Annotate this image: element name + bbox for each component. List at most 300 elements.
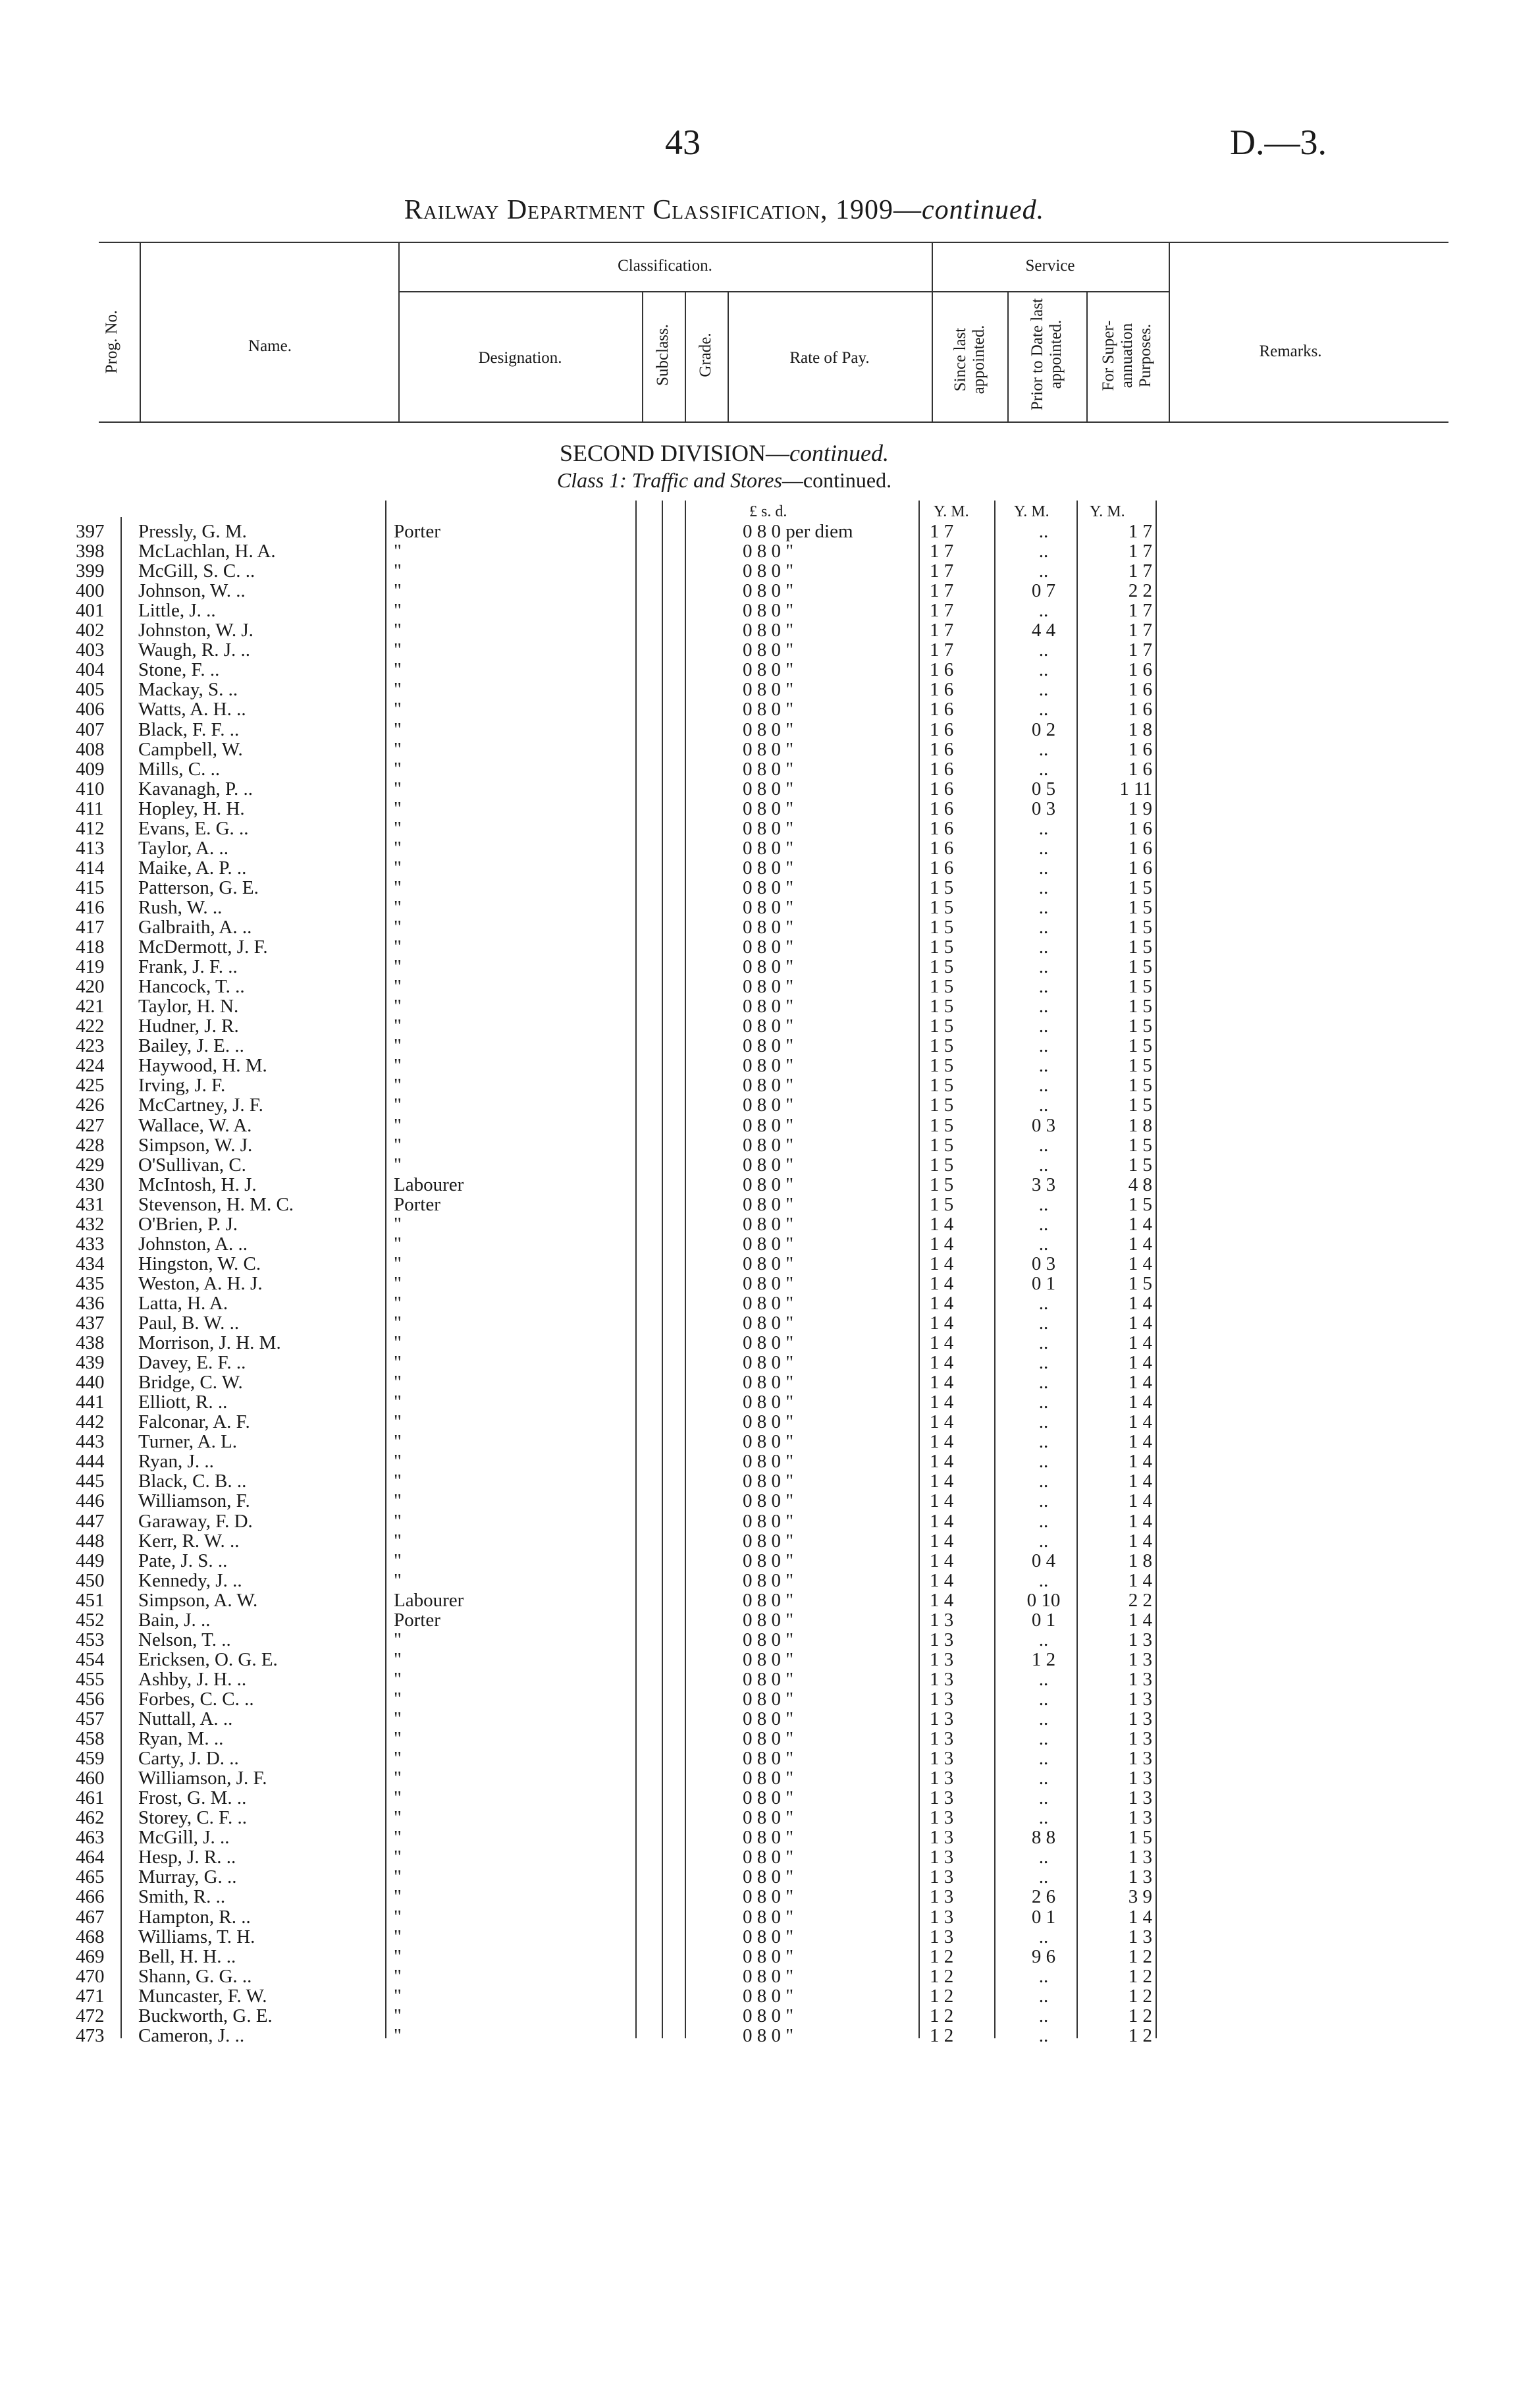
superannuation-cell: 1 5 (1128, 1193, 1152, 1215)
superannuation-cell: 1 9 (1128, 798, 1152, 819)
name-cell: Davey, E. F. .. (138, 1352, 246, 1374)
name-cell: Stevenson, H. M. C. (138, 1193, 294, 1215)
rate-of-pay-cell: 0 8 0 " (743, 1768, 794, 1789)
superannuation-cell: 1 6 (1128, 738, 1152, 760)
table-row (0, 1095, 1448, 1115)
rate-of-pay-cell: 0 8 0 " (743, 1589, 794, 1611)
rate-of-pay-cell: 0 8 0 " (743, 1134, 794, 1156)
designation-cell: " (394, 956, 402, 978)
name-cell: Cameron, J. .. (138, 2024, 245, 2046)
service-prior-cell: .. (1038, 917, 1049, 938)
name-cell: Hudner, J. R. (138, 1016, 239, 1037)
service-prior-cell: .. (1038, 1055, 1049, 1077)
superannuation-cell: 1 7 (1128, 560, 1152, 582)
name-cell: Stone, F. .. (138, 659, 220, 681)
table-row (0, 1689, 1448, 1709)
name-cell: Maike, A. P. .. (138, 857, 247, 879)
service-prior-cell: 0 10 (1026, 1589, 1061, 1611)
superannuation-cell: 1 4 (1128, 1411, 1152, 1433)
table-row (0, 541, 1448, 561)
prog-no-cell: 466 (76, 1886, 105, 1908)
name-cell: Mills, C. .. (138, 758, 221, 780)
service-prior-cell: .. (1038, 1193, 1049, 1215)
name-cell: Pressly, G. M. (138, 521, 247, 542)
service-prior-cell: .. (1038, 1510, 1049, 1532)
name-cell: Hesp, J. R. .. (138, 1847, 236, 1868)
rate-of-pay-cell: 0 8 0 " (743, 1728, 794, 1750)
designation-cell: " (394, 857, 402, 879)
service-since-cell: 1 4 (930, 1530, 954, 1552)
table-row (0, 779, 1448, 799)
prog-no-cell: 459 (76, 1748, 105, 1770)
service-prior-cell: .. (1038, 1768, 1049, 1789)
designation-cell: " (394, 1510, 402, 1532)
service-since-cell: 1 3 (930, 1728, 954, 1750)
superannuation-cell: 1 3 (1128, 1866, 1152, 1888)
prog-no-cell: 438 (76, 1332, 105, 1354)
prog-no-cell: 467 (76, 1906, 105, 1928)
service-since-cell: 1 5 (930, 976, 954, 998)
service-prior-cell: .. (1038, 1748, 1049, 1770)
table-row (0, 1927, 1448, 1947)
name-cell: Pate, J. S. .. (138, 1550, 228, 1571)
rate-of-pay-cell: 0 8 0 " (743, 1193, 794, 1215)
superannuation-cell: 1 6 (1128, 758, 1152, 780)
rate-of-pay-cell: 0 8 0 per diem (743, 521, 853, 542)
rate-of-pay-cell: 0 8 0 " (743, 798, 794, 819)
prog-no-cell: 446 (76, 1490, 105, 1512)
name-cell: Ryan, J. .. (138, 1451, 214, 1473)
name-cell: Black, C. B. .. (138, 1471, 247, 1492)
superannuation-cell: 1 2 (1128, 1945, 1152, 1967)
service-prior-cell: 0 5 (1031, 778, 1056, 800)
service-since-cell: 1 4 (930, 1332, 954, 1354)
service-since-cell: 1 4 (930, 1569, 954, 1591)
superannuation-cell: 1 5 (1128, 896, 1152, 918)
table-row (0, 601, 1448, 620)
superannuation-cell: 1 4 (1128, 1332, 1152, 1354)
rate-of-pay-cell: 0 8 0 " (743, 896, 794, 918)
table-row (0, 1907, 1448, 1927)
prog-no-cell: 413 (76, 837, 105, 859)
service-since-cell: 1 4 (930, 1313, 954, 1334)
service-since-cell: 1 4 (930, 1451, 954, 1473)
rate-of-pay-cell: 0 8 0 " (743, 580, 794, 602)
table-row (0, 1610, 1448, 1630)
superannuation-cell: 1 5 (1128, 1035, 1152, 1057)
rate-of-pay-cell: 0 8 0 " (743, 877, 794, 898)
prog-no-cell: 408 (76, 738, 105, 760)
rate-of-pay-cell: 0 8 0 " (743, 1075, 794, 1097)
service-since-cell: 1 2 (930, 2024, 954, 2046)
service-since-cell: 1 2 (930, 1945, 954, 1967)
prog-no-cell: 468 (76, 1926, 105, 1947)
service-prior-cell: .. (1038, 1985, 1049, 2007)
table-row (0, 1867, 1448, 1887)
service-prior-cell: .. (1038, 1332, 1049, 1354)
header-subclass: Subclass. (654, 324, 672, 386)
rate-of-pay-cell: 0 8 0 " (743, 2024, 794, 2046)
table-row (0, 858, 1448, 878)
prog-no-cell: 439 (76, 1352, 105, 1374)
service-since-cell: 1 5 (930, 1193, 954, 1215)
class-continued: —continued. (782, 468, 892, 492)
prog-no-cell: 437 (76, 1313, 105, 1334)
rate-of-pay-cell: 0 8 0 " (743, 817, 794, 839)
rate-of-pay-cell: 0 8 0 " (743, 719, 794, 740)
prog-no-cell: 427 (76, 1114, 105, 1136)
name-cell: Hancock, T. .. (138, 976, 245, 998)
prog-no-cell: 428 (76, 1134, 105, 1156)
rate-of-pay-cell: 0 8 0 " (743, 1629, 794, 1650)
service-since-cell: 1 3 (930, 1609, 954, 1631)
name-cell: McGill, J. .. (138, 1827, 230, 1849)
service-prior-cell: .. (1038, 837, 1049, 859)
name-cell: Muncaster, F. W. (138, 1985, 267, 2007)
service-since-cell: 1 5 (930, 1134, 954, 1156)
prog-no-cell: 400 (76, 580, 105, 602)
designation-cell: " (394, 1985, 402, 2007)
rate-of-pay-cell: 0 8 0 " (743, 1648, 794, 1670)
designation-cell: " (394, 600, 402, 622)
prog-no-cell: 422 (76, 1016, 105, 1037)
table-row (0, 1333, 1448, 1353)
service-since-cell: 1 6 (930, 679, 954, 701)
prog-no-cell: 458 (76, 1728, 105, 1750)
name-cell: Evans, E. G. .. (138, 817, 249, 839)
rate-of-pay-cell: 0 8 0 " (743, 917, 794, 938)
service-prior-cell: .. (1038, 857, 1049, 879)
table-row (0, 1392, 1448, 1412)
service-prior-cell: .. (1038, 1213, 1049, 1235)
superannuation-cell: 1 8 (1128, 1114, 1152, 1136)
prog-no-cell: 455 (76, 1668, 105, 1690)
designation-cell: " (394, 1016, 402, 1037)
table-row (0, 2026, 1448, 2046)
designation-cell: " (394, 639, 402, 661)
prog-no-cell: 404 (76, 659, 105, 681)
superannuation-cell: 1 3 (1128, 1768, 1152, 1789)
table-row (0, 1116, 1448, 1135)
prog-no-cell: 403 (76, 639, 105, 661)
service-prior-cell: 0 3 (1031, 1114, 1056, 1136)
service-prior-cell: .. (1038, 738, 1049, 760)
designation-cell: " (394, 936, 402, 958)
designation-cell: " (394, 837, 402, 859)
table-row (0, 1887, 1448, 1907)
rate-of-pay-cell: 0 8 0 " (743, 1985, 794, 2007)
rate-of-pay-cell: 0 8 0 " (743, 1055, 794, 1077)
name-cell: Kennedy, J. .. (138, 1569, 242, 1591)
name-cell: O'Brien, P. J. (138, 1213, 238, 1235)
service-since-cell: 1 5 (930, 1095, 954, 1116)
name-cell: Weston, A. H. J. (138, 1272, 263, 1294)
service-since-cell: 1 6 (930, 778, 954, 800)
superannuation-cell: 1 3 (1128, 1629, 1152, 1650)
rate-of-pay-cell: 0 8 0 " (743, 996, 794, 1018)
service-since-cell: 1 2 (930, 2005, 954, 2026)
name-cell: Storey, C. F. .. (138, 1807, 247, 1829)
designation-cell: " (394, 1272, 402, 1294)
designation-cell: " (394, 1372, 402, 1394)
service-prior-cell: .. (1038, 976, 1049, 998)
superannuation-cell: 1 4 (1128, 1372, 1152, 1394)
service-since-cell: 1 6 (930, 837, 954, 859)
prog-no-cell: 425 (76, 1075, 105, 1097)
table-row (0, 1669, 1448, 1689)
table-row (0, 1155, 1448, 1175)
table-row (0, 1254, 1448, 1274)
prog-no-cell: 456 (76, 1688, 105, 1710)
superannuation-cell: 1 4 (1128, 1451, 1152, 1473)
service-since-cell: 1 5 (930, 1035, 954, 1057)
prog-no-cell: 462 (76, 1807, 105, 1829)
rate-of-pay-cell: 0 8 0 " (743, 1569, 794, 1591)
prior-units: Y. M. (1014, 503, 1049, 520)
service-since-cell: 1 5 (930, 896, 954, 918)
service-since-cell: 1 3 (930, 1866, 954, 1888)
service-since-cell: 1 7 (930, 541, 954, 562)
table-row (0, 1016, 1448, 1036)
service-since-cell: 1 7 (930, 600, 954, 622)
service-prior-cell: .. (1038, 659, 1049, 681)
service-prior-cell: .. (1038, 1292, 1049, 1314)
table-row (0, 878, 1448, 898)
header-designation: Designation. (478, 349, 562, 367)
designation-cell: " (394, 1035, 402, 1057)
prog-no-cell: 440 (76, 1372, 105, 1394)
name-cell: Johnson, W. .. (138, 580, 246, 602)
table-row (0, 1768, 1448, 1788)
service-since-cell: 1 4 (930, 1392, 954, 1413)
superannuation-cell: 1 8 (1128, 1550, 1152, 1571)
designation-cell: " (394, 1945, 402, 1967)
rate-of-pay-cell: 0 8 0 " (743, 1708, 794, 1729)
superannuation-cell: 1 5 (1128, 1095, 1152, 1116)
service-prior-cell: .. (1038, 896, 1049, 918)
prog-no-cell: 431 (76, 1193, 105, 1215)
service-since-cell: 1 7 (930, 521, 954, 542)
rate-of-pay-cell: 0 8 0 " (743, 1866, 794, 1888)
designation-cell: " (394, 679, 402, 701)
service-prior-cell: .. (1038, 1926, 1049, 1947)
pay-units: £ s. d. (749, 503, 787, 520)
designation-cell: Labourer (394, 1589, 464, 1611)
superannuation-cell: 1 5 (1128, 917, 1152, 938)
superannuation-cell: 2 2 (1128, 580, 1152, 602)
designation-cell: " (394, 817, 402, 839)
table-row (0, 1195, 1448, 1214)
service-since-cell: 1 2 (930, 1965, 954, 1987)
designation-cell: " (394, 1233, 402, 1255)
service-since-cell: 1 3 (930, 1906, 954, 1928)
superannuation-cell: 1 4 (1128, 1569, 1152, 1591)
rate-of-pay-cell: 0 8 0 " (743, 1352, 794, 1374)
service-prior-cell: 2 6 (1031, 1886, 1056, 1908)
rate-of-pay-cell: 0 8 0 " (743, 1471, 794, 1492)
service-since-cell: 1 3 (930, 1648, 954, 1670)
table-row (0, 1650, 1448, 1669)
service-since-cell: 1 5 (930, 877, 954, 898)
table-row (0, 1036, 1448, 1056)
superannuation-cell: 1 4 (1128, 1510, 1152, 1532)
superannuation-cell: 1 4 (1128, 1530, 1152, 1552)
prog-no-cell: 405 (76, 679, 105, 701)
superannuation-cell: 1 4 (1128, 1233, 1152, 1255)
service-since-cell: 1 5 (930, 1154, 954, 1176)
service-prior-cell: .. (1038, 1035, 1049, 1057)
service-prior-cell: .. (1038, 956, 1049, 978)
header-classification: Classification. (618, 257, 712, 275)
service-since-cell: 1 5 (930, 956, 954, 978)
name-cell: Rush, W. .. (138, 896, 223, 918)
prog-no-cell: 420 (76, 976, 105, 998)
rate-of-pay-cell: 0 8 0 " (743, 1926, 794, 1947)
service-since-cell: 1 4 (930, 1372, 954, 1394)
designation-cell: " (394, 1075, 402, 1097)
superannuation-cell: 1 6 (1128, 659, 1152, 681)
superannuation-cell: 1 5 (1128, 1134, 1152, 1156)
rate-of-pay-cell: 0 8 0 " (743, 758, 794, 780)
designation-cell: " (394, 1906, 402, 1928)
service-since-cell: 1 5 (930, 1174, 954, 1195)
service-prior-cell: .. (1038, 1095, 1049, 1116)
service-since-cell: 1 5 (930, 917, 954, 938)
rate-of-pay-cell: 0 8 0 " (743, 600, 794, 622)
rate-of-pay-cell: 0 8 0 " (743, 1490, 794, 1512)
rate-of-pay-cell: 0 8 0 " (743, 1035, 794, 1057)
name-cell: Patterson, G. E. (138, 877, 259, 898)
service-prior-cell: 0 2 (1031, 719, 1056, 740)
prog-no-cell: 443 (76, 1431, 105, 1453)
superannuation-cell: 1 5 (1128, 1055, 1152, 1077)
rate-of-pay-cell: 0 8 0 " (743, 2005, 794, 2026)
service-prior-cell: 0 1 (1031, 1906, 1056, 1928)
rate-of-pay-cell: 0 8 0 " (743, 1213, 794, 1235)
rate-of-pay-cell: 0 8 0 " (743, 1945, 794, 1967)
table-row (0, 680, 1448, 699)
service-prior-cell: .. (1038, 1016, 1049, 1037)
designation-cell: " (394, 1550, 402, 1571)
superannuation-cell: 1 7 (1128, 541, 1152, 562)
prog-no-cell: 426 (76, 1095, 105, 1116)
name-cell: Haywood, H. M. (138, 1055, 267, 1077)
prog-no-cell: 432 (76, 1213, 105, 1235)
designation-cell: " (394, 1213, 402, 1235)
service-since-cell: 1 4 (930, 1292, 954, 1314)
name-cell: Campbell, W. (138, 738, 243, 760)
designation-cell: " (394, 1847, 402, 1868)
designation-cell: " (394, 917, 402, 938)
service-prior-cell: .. (1038, 996, 1049, 1018)
service-since-cell: 1 4 (930, 1471, 954, 1492)
prog-no-cell: 419 (76, 956, 105, 978)
table-row (0, 1590, 1448, 1610)
service-prior-cell: .. (1038, 1352, 1049, 1374)
prog-no-cell: 399 (76, 560, 105, 582)
rate-of-pay-cell: 0 8 0 " (743, 857, 794, 879)
service-since-cell: 1 3 (930, 1668, 954, 1690)
designation-cell: " (394, 1471, 402, 1492)
table-row (0, 1412, 1448, 1432)
table-row (0, 1175, 1448, 1195)
table-row (0, 620, 1448, 640)
designation-cell: Porter (394, 521, 440, 542)
service-prior-cell: 9 6 (1031, 1945, 1056, 1967)
prog-no-cell: 441 (76, 1392, 105, 1413)
superannuation-cell: 1 3 (1128, 1728, 1152, 1750)
rate-of-pay-cell: 0 8 0 " (743, 699, 794, 720)
rate-of-pay-cell: 0 8 0 " (743, 1313, 794, 1334)
designation-cell: " (394, 580, 402, 602)
name-cell: Galbraith, A. .. (138, 917, 252, 938)
header-service: Service (1025, 257, 1075, 275)
table-row (0, 917, 1448, 937)
superannuation-cell: 2 2 (1128, 1589, 1152, 1611)
prog-no-cell: 445 (76, 1471, 105, 1492)
service-prior-cell: .. (1038, 541, 1049, 562)
prog-no-cell: 418 (76, 936, 105, 958)
name-cell: Ericksen, O. G. E. (138, 1648, 278, 1670)
service-since-cell: 1 6 (930, 659, 954, 681)
name-cell: Simpson, A. W. (138, 1589, 258, 1611)
superannuation-cell: 1 3 (1128, 1688, 1152, 1710)
prog-no-cell: 429 (76, 1154, 105, 1176)
page-title-continued: continued. (922, 195, 1045, 225)
service-prior-cell: 4 4 (1031, 620, 1056, 641)
name-cell: Bain, J. .. (138, 1609, 211, 1631)
prog-no-cell: 424 (76, 1055, 105, 1077)
name-cell: Buckworth, G. E. (138, 2005, 273, 2026)
service-since-cell: 1 5 (930, 1016, 954, 1037)
table-row (0, 1491, 1448, 1511)
service-prior-cell: .. (1038, 699, 1049, 720)
rate-of-pay-cell: 0 8 0 " (743, 1510, 794, 1532)
service-prior-cell: .. (1038, 1629, 1049, 1650)
prog-no-cell: 430 (76, 1174, 105, 1195)
service-prior-cell: 0 1 (1031, 1609, 1056, 1631)
service-prior-cell: .. (1038, 1233, 1049, 1255)
name-cell: Bailey, J. E. .. (138, 1035, 244, 1057)
rate-of-pay-cell: 0 8 0 " (743, 936, 794, 958)
prog-no-cell: 465 (76, 1866, 105, 1888)
rate-of-pay-cell: 0 8 0 " (743, 1886, 794, 1908)
service-since-cell: 1 6 (930, 699, 954, 720)
name-cell: McLachlan, H. A. (138, 541, 276, 562)
service-prior-cell: .. (1038, 1866, 1049, 1888)
rate-of-pay-cell: 0 8 0 " (743, 1114, 794, 1136)
service-prior-cell: .. (1038, 1847, 1049, 1868)
service-prior-cell: .. (1038, 1471, 1049, 1492)
service-prior-cell: .. (1038, 1490, 1049, 1512)
designation-cell: " (394, 1629, 402, 1650)
designation-cell: " (394, 1926, 402, 1947)
rate-of-pay-cell: 0 8 0 " (743, 1016, 794, 1037)
service-prior-cell: 1 2 (1031, 1648, 1056, 1670)
service-prior-cell: .. (1038, 2024, 1049, 2046)
prog-no-cell: 451 (76, 1589, 105, 1611)
superannuation-cell: 1 6 (1128, 857, 1152, 879)
rate-of-pay-cell: 0 8 0 " (743, 1411, 794, 1433)
service-since-cell: 1 6 (930, 719, 954, 740)
designation-cell: " (394, 1866, 402, 1888)
name-cell: Hampton, R. .. (138, 1906, 251, 1928)
designation-cell: " (394, 719, 402, 740)
service-since-cell: 1 6 (930, 758, 954, 780)
rate-of-pay-cell: 0 8 0 " (743, 659, 794, 681)
service-since-cell: 1 7 (930, 620, 954, 641)
rate-of-pay-cell: 0 8 0 " (743, 1292, 794, 1314)
